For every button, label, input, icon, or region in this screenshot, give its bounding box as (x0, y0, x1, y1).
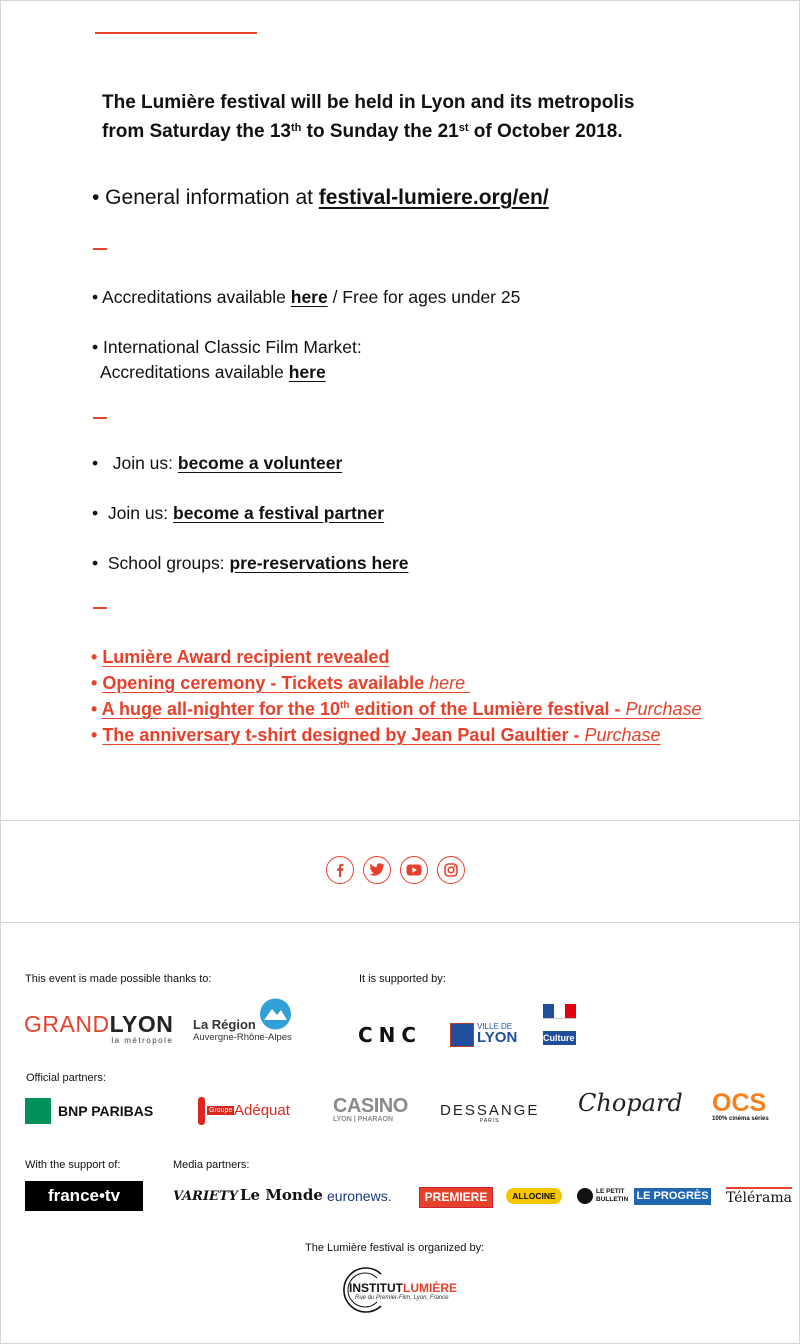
footer-divider-bottom (0, 922, 800, 923)
region-emblem-icon (259, 998, 292, 1030)
facebook-icon[interactable] (326, 856, 354, 884)
petitbulletin-text: LE PETIT (596, 1188, 625, 1195)
volunteer-label: • Join us: (92, 453, 178, 473)
bnp-text: BNP PARIBAS (58, 1103, 154, 1119)
news-item[interactable] (91, 722, 702, 748)
market-line: • International Classic Film Market: (92, 337, 362, 357)
euronews-logo[interactable] (327, 1188, 392, 1204)
news-item[interactable] (91, 644, 702, 670)
volunteer-line (92, 453, 342, 474)
festival-website-link[interactable]: festival-lumiere.org/en/ (318, 186, 549, 209)
allocine-text: ALLOCINE (512, 1191, 556, 1201)
news-text: edition of the Lumière festival - (349, 699, 626, 719)
villedelyon-line-2: LYON (477, 1029, 518, 1046)
villedelyon-crest-icon (450, 1023, 474, 1047)
telerama-logo[interactable] (726, 1187, 792, 1206)
grandlyon-text: GRAND (24, 1011, 110, 1037)
casino-subtitle: LYON | PHARAON (333, 1116, 394, 1123)
intro-text: of October 2018. (468, 121, 623, 142)
social-links (326, 856, 465, 884)
news-text: Opening ceremony - Tickets available (102, 673, 430, 693)
ocs-subtitle: 100% cinéma séries (712, 1116, 769, 1122)
news-sup: th (340, 700, 350, 711)
instagram-icon[interactable] (437, 856, 465, 884)
section-divider-dash (93, 248, 107, 250)
dessange-text: DESSANGE (440, 1102, 540, 1119)
news-link-all-nighter[interactable] (102, 699, 702, 719)
ocs-text: OCS (712, 1089, 767, 1117)
cnc-logo[interactable] (358, 1025, 422, 1045)
intro-text: to Sunday the 21 (301, 121, 459, 142)
accreditations-line (92, 287, 520, 308)
news-text: A huge all-nighter for the 10 (101, 699, 340, 719)
intro-line-1: The Lumière festival will be held in Lyon and its metropolis (102, 92, 635, 113)
petitbulletin-text: BULLETIN (596, 1196, 629, 1203)
grandlyon-text: LYON (109, 1011, 174, 1037)
news-emphasis: Purchase (584, 725, 661, 745)
casino-text: CASINO (333, 1095, 408, 1117)
bullet: • (91, 673, 103, 693)
partner-line (92, 503, 384, 524)
region-name: La Région (193, 1017, 256, 1032)
leprogres-logo[interactable] (634, 1188, 711, 1205)
variety-text: VARIETY (173, 1189, 238, 1204)
lemonde-text: Le Monde (240, 1186, 323, 1204)
ministere-culture-logo[interactable] (543, 1004, 576, 1045)
twitter-icon[interactable] (363, 856, 391, 884)
region-subtitle: Auvergne-Rhône-Alpes (193, 1032, 292, 1043)
euronews-text: euronews. (327, 1188, 392, 1204)
news-text: The anniversary t-shirt designed by Jean Paul Gaultier - (102, 725, 585, 745)
news-item[interactable] (91, 696, 702, 722)
casino-logo[interactable] (333, 1096, 408, 1123)
grandlyon-logo[interactable] (24, 1012, 173, 1045)
partner-label: • Join us: (92, 503, 174, 523)
partner-link[interactable]: become a festival partner (173, 503, 385, 523)
adequat-group-label: Groupe (209, 1107, 233, 1114)
grandlyon-subtitle: la métropole (111, 1036, 174, 1045)
top-accent-rule (95, 32, 257, 34)
accreditations-note: / Free for ages under 25 (327, 287, 521, 307)
section-divider-dash (93, 417, 107, 419)
lemonde-logo[interactable] (240, 1186, 323, 1204)
petitbulletin-circle-icon (577, 1188, 593, 1204)
news-item[interactable] (91, 670, 702, 696)
institut-address: Rue du Premier-Film, Lyon, France (355, 1295, 449, 1301)
section-divider-dash (93, 607, 107, 609)
general-info-line (92, 186, 549, 210)
culture-label: Culture (543, 1033, 575, 1043)
school-label: • School groups: (92, 553, 230, 573)
intro-text: from Saturday the 13 (102, 121, 291, 142)
bullet: • (91, 699, 102, 719)
organized-label: The Lumière festival is organized by: (305, 1242, 485, 1254)
news-link-opening[interactable] (102, 673, 470, 693)
dessange-subtitle: PARIS (479, 1118, 500, 1124)
premiere-text: PREMIERE (424, 1190, 488, 1204)
general-info-label: • General information at (92, 186, 319, 209)
marianne-flag-icon (543, 1004, 576, 1018)
media-partners-label: Media partners: (173, 1159, 250, 1171)
variety-logo[interactable] (173, 1189, 238, 1204)
market-accreditations-label: Accreditations available (100, 362, 289, 382)
allocine-logo[interactable] (506, 1188, 562, 1204)
market-accreditations-link[interactable]: here (288, 362, 326, 382)
premiere-logo[interactable] (419, 1187, 493, 1208)
francetv-text: france•tv (47, 1186, 121, 1205)
intro-line-2 (102, 117, 742, 146)
adequat-text: Adéquat (234, 1102, 290, 1119)
bullet: • (91, 647, 103, 667)
ocs-logo[interactable] (712, 1090, 769, 1122)
official-partners-label: Official partners: (26, 1072, 106, 1084)
supported-label: It is supported by: (359, 973, 446, 985)
adequat-figure-icon (198, 1097, 205, 1125)
villedelyon-line-1: VILLE DE (477, 1022, 513, 1031)
news-list (91, 644, 702, 748)
institut-text: LUMIÈRE (403, 1281, 457, 1295)
intro-sup: st (458, 122, 469, 134)
telerama-text: Télérama (726, 1187, 792, 1206)
chopard-logo[interactable] (578, 1089, 683, 1117)
school-line (92, 553, 408, 574)
news-emphasis: Purchase (625, 699, 702, 719)
volunteer-link[interactable]: become a volunteer (177, 453, 343, 473)
youtube-icon[interactable] (400, 856, 428, 884)
accreditations-link[interactable]: here (290, 287, 328, 307)
intro-paragraph (102, 88, 742, 146)
news-link-award[interactable]: Lumière Award recipient revealed (102, 647, 390, 667)
bnp-star-icon (25, 1098, 51, 1124)
school-link[interactable]: pre-reservations here (229, 553, 409, 573)
market-accreditations-line (100, 362, 326, 383)
thanks-label: This event is made possible thanks to: (25, 973, 212, 985)
institut-text: INSTITUT (349, 1281, 403, 1295)
news-link-tshirt[interactable] (102, 725, 660, 745)
dessange-logo[interactable] (440, 1103, 539, 1124)
francetv-logo[interactable] (25, 1181, 143, 1211)
news-emphasis: here (429, 673, 466, 693)
cnc-text: CNC (358, 1023, 423, 1047)
leprogres-text: LE PROGRÈS (636, 1190, 709, 1202)
intro-sup: th (291, 122, 302, 134)
accreditations-label: • Accreditations available (92, 287, 291, 307)
support-label: With the support of: (25, 1159, 121, 1171)
chopard-text: Chopard (578, 1089, 683, 1117)
bullet: • (91, 725, 103, 745)
footer-divider-top (0, 820, 800, 821)
